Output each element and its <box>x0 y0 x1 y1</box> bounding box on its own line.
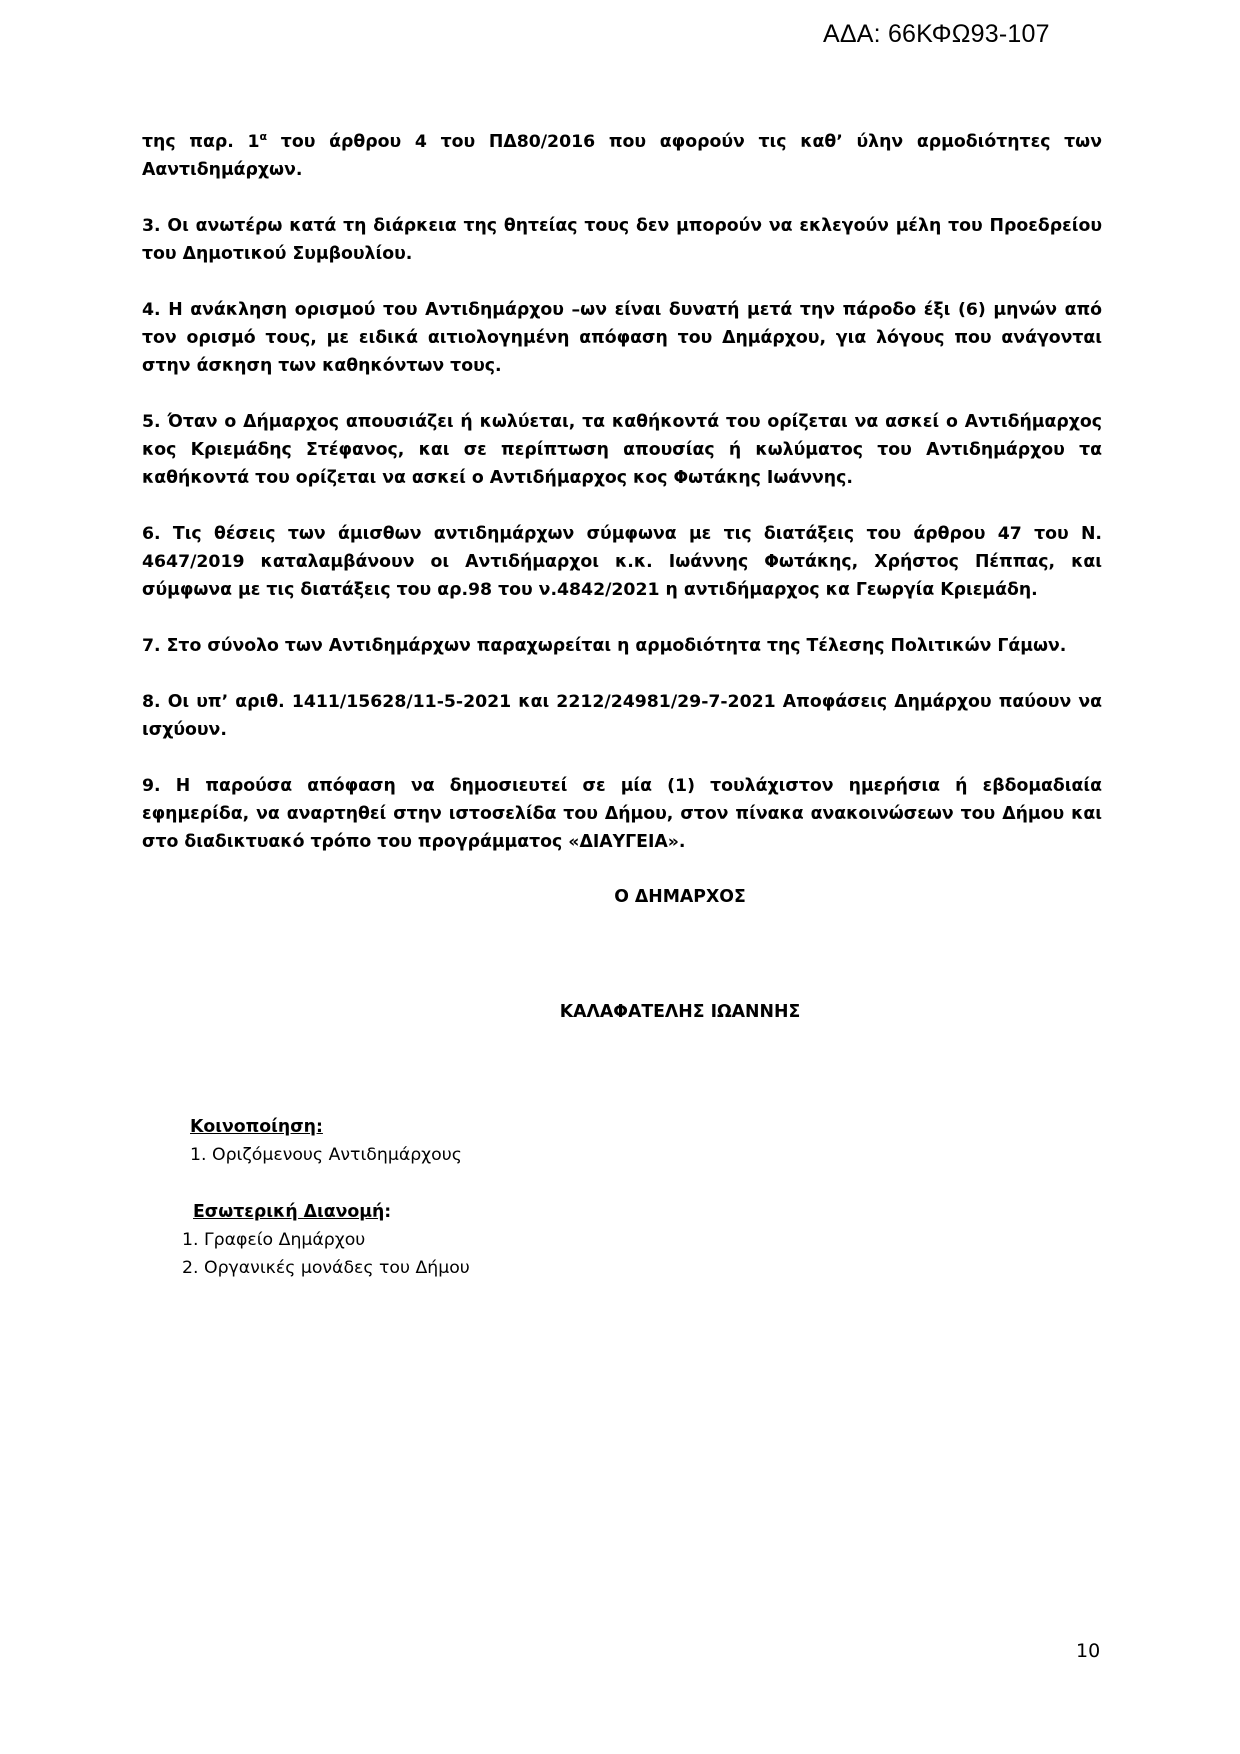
notification-section <box>190 1113 462 1169</box>
paragraph-8: 8. Οι υπ’ αριθ. 1411/15628/11-5-2021 και 2212/24981/29-7-2021 Αποφάσεις Δημάρχου παύουν να ισχύουν. <box>142 692 1102 740</box>
internal-distribution-heading: Εσωτερική Διανομή <box>193 1202 385 1222</box>
internal-distribution-item: 2. Οργανικές μονάδες του Δήμου <box>182 1258 470 1278</box>
signature-name: ΚΑΛΑΦΑΤΕΛΗΣ ΙΩΑΝΝΗΣ <box>559 1002 801 1022</box>
paragraph-continuation <box>142 128 1102 184</box>
superscript-alpha: α <box>259 130 268 144</box>
internal-distribution-section <box>183 1198 470 1282</box>
paragraph-5: 5. Όταν ο Δήμαρχος απουσιάζει ή κωλύεται, τα καθήκοντά του ορίζεται να ασκεί ο Αντιδήμαρχος κος Κριεμάδης Στέφανος, και σε περίπτωση απουσίας ή κωλύματος του Αντιδημάρχου τα καθήκοντά του ορίζεται να ασκεί ο Αντιδήμαρχος κος Φωτάκης Ιωάννης. <box>142 412 1102 488</box>
internal-distribution-item: 1. Γραφείο Δημάρχου <box>182 1230 366 1250</box>
paragraph-continuation-text-b: του άρθρου 4 του ΠΔ80/2016 που αφορούν τις καθ’ ύλην αρμοδιότητες των Ααντιδημάρχων. <box>142 132 1102 180</box>
notification-item: 1. Οριζόμενους Αντιδημάρχους <box>190 1145 462 1165</box>
page-number: 10 <box>1076 1640 1101 1662</box>
signature-title: Ο ΔΗΜΑΡΧΟΣ <box>614 887 746 907</box>
internal-distribution-list <box>182 1226 470 1282</box>
paragraph-7: 7. Στο σύνολο των Αντιδημάρχων παραχωρείται η αρμοδιότητα της Τέλεσης Πολιτικών Γάμων. <box>142 636 1067 656</box>
paragraph-continuation-text-a: της παρ. 1 <box>142 132 260 152</box>
paragraph-4: 4. Η ανάκληση ορισμού του Αντιδημάρχου –ων είναι δυνατή μετά την πάροδο έξι (6) μηνών από τον ορισμό τους, με ειδικά αιτιολογημένη απόφαση του Δημάρχου, για λόγους που ανάγονται στην άσκηση των καθηκόντων τους. <box>142 300 1102 376</box>
notification-heading: Κοινοποίηση: <box>190 1117 323 1137</box>
paragraph-9: 9. Η παρούσα απόφαση να δημοσιευτεί σε μία (1) τουλάχιστον ημερήσια ή εβδομαδιαία εφημερίδα, να αναρτηθεί στην ιστοσελίδα του Δήμου, στον πίνακα ανακοινώσεων του Δήμου και στο διαδικτυακό τρόπο του προγράμματος «ΔΙΑΥΓΕΙΑ». <box>142 776 1102 852</box>
ada-code: ΑΔΑ: 66ΚΦΩ93-107 <box>823 20 1050 48</box>
paragraph-3: 3. Οι ανωτέρω κατά τη διάρκεια της θητείας τους δεν μπορούν να εκλεγούν μέλη του Προεδρείου του Δημοτικού Συμβουλίου. <box>142 216 1102 264</box>
document-body <box>142 128 1102 884</box>
internal-distribution-heading-row <box>183 1198 470 1226</box>
internal-distribution-colon: : <box>384 1202 392 1222</box>
paragraph-6: 6. Τις θέσεις των άμισθων αντιδημάρχων σύμφωνα με τις διατάξεις του άρθρου 47 του Ν. 4647/2019 καταλαμβάνουν οι Αντιδήμαρχοι κ.κ. Ιωάννης Φωτάκης, Χρήστος Πέππας, και σύμφωνα με τις διατάξεις του αρ.98 του ν.4842/2021 η αντιδήμαρχος κα Γεωργία Κριεμάδη. <box>142 524 1102 600</box>
